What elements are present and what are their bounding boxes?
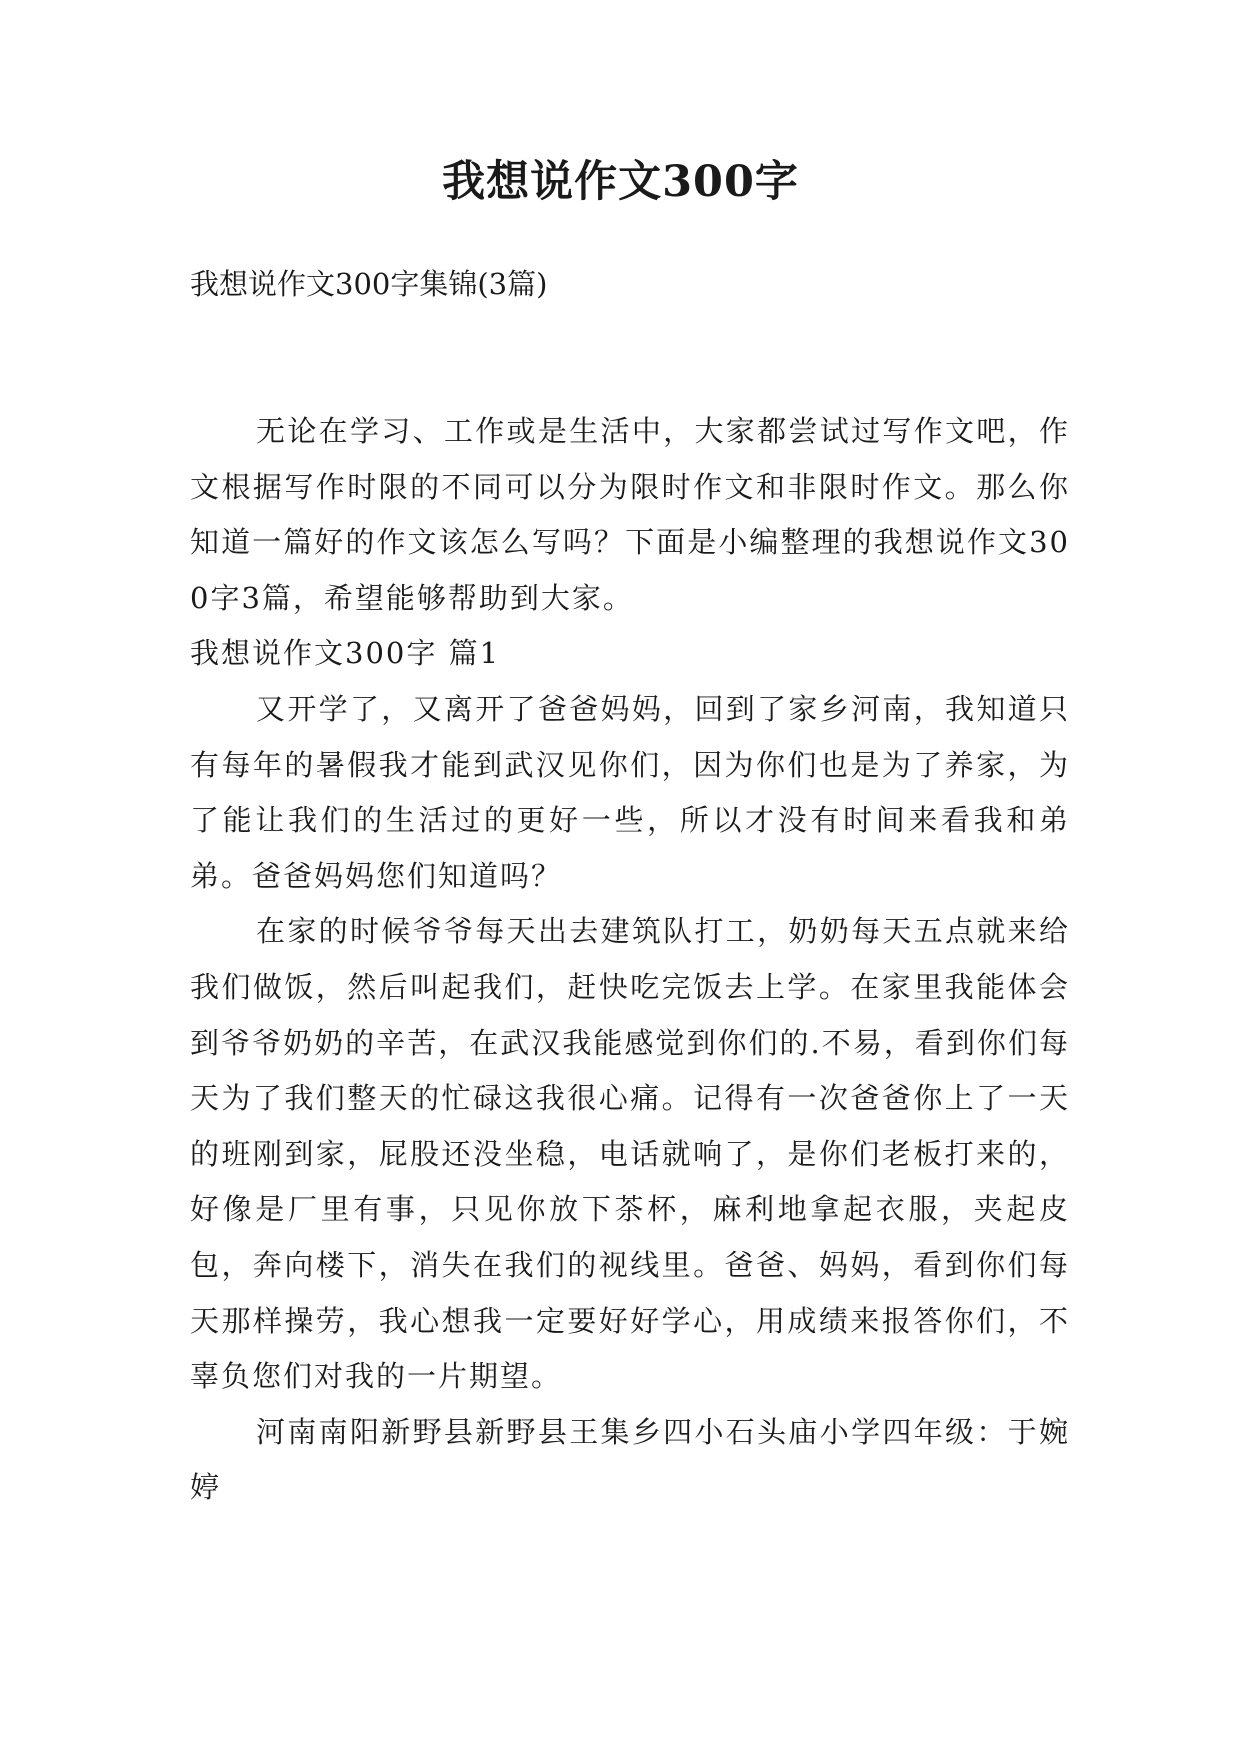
document-title: 我想说作文300字 — [442, 157, 799, 207]
document-subtitle: 我想说作文300字集锦(3篇) — [190, 267, 548, 301]
section-heading: 我想说作文300字 篇1 — [190, 636, 501, 671]
body-paragraph-2: 在家的时候爷爷每天出去建筑队打工，奶奶每天五点就来给我们做饭，然后叫起我们，赶快吃完饭去上学。在家里我能体会到爷爷奶奶的辛苦，在武汉我能感觉到你们的.不易，看到你们每天为了我们整天的忙碌这我很心痛。记得有一次爸爸你上了一天的班刚到家，屁股还没坐稳，电话就响了，是你们老板打来的，好像是厂里有事，只见你放下茶杯，麻利地拿起衣服，夹起皮包，奔向楼下，消失在我们的视线里。爸爸、妈妈，看到你们每天那样操劳，我心想我一定要好好学心，用成绩来报答你们，不辜负您们对我的一片期望。 — [190, 914, 1070, 1394]
document-body — [190, 404, 1070, 1516]
body-paragraph-1: 又开学了，又离开了爸爸妈妈，回到了家乡河南，我知道只有每年的暑假我才能到武汉见你们，因为你们也是为了养家，为了能让我们的生活过的更好一些，所以才没有时间来看我和弟弟。爸爸妈妈您们知道吗？ — [190, 691, 1070, 893]
author-signature: 河南南阳新野县新野县王集乡四小石头庙小学四年级：于婉婷 — [190, 1414, 1070, 1505]
intro-paragraph: 无论在学习、工作或是生活中，大家都尝试过写作文吧，作文根据写作时限的不同可以分为限时作文和非限时作文。那么你知道一篇好的作文该怎么写吗？下面是小编整理的我想说作文300字3篇，希望能够帮助到大家。 — [190, 414, 1070, 615]
